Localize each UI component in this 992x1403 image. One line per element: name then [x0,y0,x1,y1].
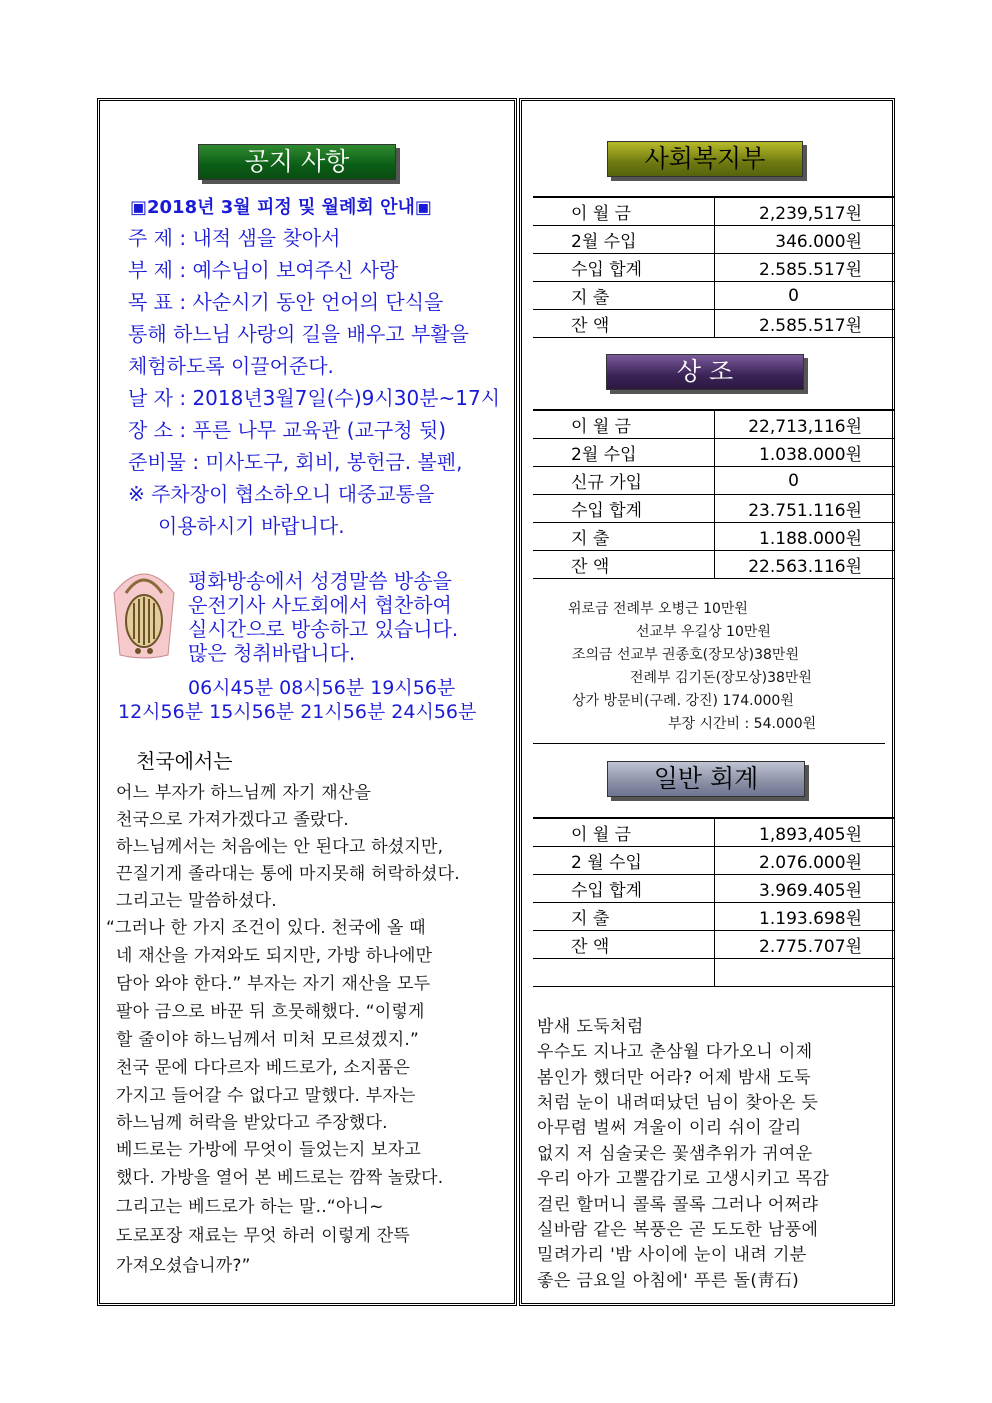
story-line: 가지고 들어갈 수 없다고 말했다. 부자는 [116,1086,416,1106]
story-line: 네 재산을 가져와도 되지만, 가방 하나에만 [116,946,433,966]
row-value: 2.585.517원 [715,310,895,338]
row-label: 지 출 [533,282,715,310]
row-label: 이 월 금 [533,818,715,847]
row-label: 수입 합계 [533,254,715,282]
row-value: 1,893,405원 [715,818,895,847]
notice-line: 주 제 : 내적 샘을 찾아서 [128,226,341,250]
broadcast-times: 12시56분 15시56분 21시56분 24시56분 [118,701,477,723]
row-value: 2.775.707원 [715,931,895,959]
condolence-note: 상가 방문비(구례. 강진) 174.000원 [572,693,794,709]
notice-line: 목 표 : 사순시기 동안 언어의 단식을 [128,290,444,314]
radio-line: 평화방송에서 성경말씀 방송을 [188,569,452,593]
notice-line: 장 소 : 푸른 나무 교육관 (교구청 뒷) [128,418,447,442]
row-label: 지 출 [533,903,715,931]
poem-line: 좋은 금요일 아침에' 푸른 돌(靑石) [537,1271,800,1291]
row-value [715,959,895,987]
story-line: 천국으로 가져가겠다고 졸랐다. [116,810,349,830]
row-label: 잔 액 [533,310,715,338]
row-label: 이 월 금 [533,197,715,226]
story-line: 하느님께 허락을 받았다고 주장했다. [116,1113,388,1133]
row-label: 지 출 [533,523,715,551]
story-line: 할 줄이야 하느님께서 미처 모르셨겠지.” [116,1030,419,1050]
notice-line: ※ 주차장이 협소하오니 대중교통을 [128,482,435,506]
condolence-note: 전례부 김기돈(장모상)38만원 [630,670,812,686]
row-value: 22,713,116원 [715,410,895,439]
story-line: 했다. 가방을 열어 본 베드로는 깜짝 놀랐다. [116,1168,444,1188]
story-line: 끈질기게 졸라대는 통에 마지못해 허락하셨다. [116,864,460,884]
condolence-note: 위로금 전례부 오병근 10만원 [568,601,748,617]
notice-line: 이용하시기 바랍니다. [158,514,345,538]
row-value: 2.585.517원 [715,254,895,282]
mutual-aid-banner: 상 조 [606,354,804,390]
story-line: 하느님께서는 처음에는 안 된다고 하셨지만, [116,837,444,857]
poem-line: 봄인가 했더만 어라? 어제 밤새 도둑 [537,1068,811,1088]
general-accounts-table [533,817,894,987]
poem-line: 밀려가리 '밤 사이에 눈이 내려 기분 [537,1245,807,1265]
story-line: 도로포장 재료는 무엇 하러 이렇게 잔뜩 [116,1226,410,1246]
row-value: 23.751.116원 [715,495,895,523]
radio-line: 실시간으로 방송하고 있습니다. [188,617,459,641]
poem-line: 우리 아가 고뿔감기로 고생시키고 목감 [537,1169,830,1189]
row-value: 2.076.000원 [715,847,895,875]
welfare-banner: 사회복지부 [607,141,803,177]
general-accounts-banner: 일반 회계 [607,761,805,797]
story-line: 어느 부자가 하느님께 자기 재산을 [116,783,372,803]
poem-line: 아무렴 벌써 겨울이 이리 쉬이 갈리 [537,1118,802,1138]
story-line: 팔아 금으로 바꾼 뒤 흐뭇해했다. “이렇게 [116,1002,425,1022]
broadcast-times: 06시45분 08시56분 19시56분 [188,677,456,699]
welfare-table [533,196,894,338]
notice-line: 준비물 : 미사도구, 회비, 봉헌금. 볼펜, [128,450,463,474]
row-value: 346.000원 [715,226,895,254]
notice-banner: 공지 사항 [198,144,396,180]
row-value: 1.038.000원 [715,439,895,467]
notice-line: 통해 하느님 사랑의 길을 배우고 부활을 [128,322,469,346]
condolence-note: 조의금 선교부 권종호(장모상)38만원 [572,647,799,663]
divider [533,743,885,744]
row-value: 1.193.698원 [715,903,895,931]
notice-line: 부 제 : 예수님이 보여주신 사랑 [128,258,399,282]
row-value: 2,239,517원 [715,197,895,226]
row-value: 0 [715,282,895,310]
row-value: 22.563.116원 [715,551,895,579]
row-label [533,959,715,987]
row-value: 0 [715,467,895,495]
story-line: 천국 문에 다다르자 베드로가, 소지품은 [116,1058,410,1078]
row-value: 3.969.405원 [715,875,895,903]
poem-line: 처럼 눈이 내려떠났던 님이 찾아온 듯 [537,1093,819,1113]
row-label: 수입 합계 [533,875,715,903]
condolence-note: 부장 시간비 : 54.000원 [668,716,817,732]
story-line: “그러나 한 가지 조건이 있다. 천국에 올 때 [106,918,426,938]
radio-icon [108,563,180,663]
poem-line: 실바람 같은 복풍은 곧 도도한 남풍에 [537,1220,819,1240]
poem-line: 우수도 지나고 춘삼월 다가오니 이제 [537,1042,813,1062]
story-line: 가져오셨습니까?” [116,1256,251,1276]
poem-title: 밤새 도둑처럼 [537,1017,644,1037]
story-title: 천국에서는 [136,749,233,773]
row-label: 수입 합계 [533,495,715,523]
row-label: 신규 가입 [533,467,715,495]
condolence-note: 선교부 우길상 10만원 [636,624,771,640]
story-line: 담아 와야 한다.” 부자는 자기 재산을 모두 [116,974,431,994]
row-label: 이 월 금 [533,410,715,439]
row-label: 2월 수입 [533,439,715,467]
radio-line: 운전기사 사도회에서 협찬하여 [188,593,452,617]
row-label: 2 월 수입 [533,847,715,875]
row-label: 잔 액 [533,551,715,579]
poem-line: 걸린 할머니 콜록 콜록 그러나 어쩌랴 [537,1195,819,1215]
story-line: 그리고는 베드로가 하는 말..“아니~ [116,1197,384,1217]
story-line: 베드로는 가방에 무엇이 들었는지 보자고 [116,1140,421,1160]
notice-line: 체험하도록 이끌어준다. [128,354,334,378]
story-line: 그리고는 말씀하셨다. [116,891,277,911]
row-label: 잔 액 [533,931,715,959]
notice-line: 날 자 : 2018년3월7일(수)9시30분~17시 [128,386,501,410]
poem-line: 없지 저 심술궂은 꽃샘추위가 귀여운 [537,1144,813,1164]
row-label: 2월 수입 [533,226,715,254]
notice-title: ▣2018년 3월 피정 및 월례회 안내▣ [130,197,432,218]
row-value: 1.188.000원 [715,523,895,551]
radio-line: 많은 청취바랍니다. [188,641,356,665]
mutual-aid-table [533,409,894,579]
